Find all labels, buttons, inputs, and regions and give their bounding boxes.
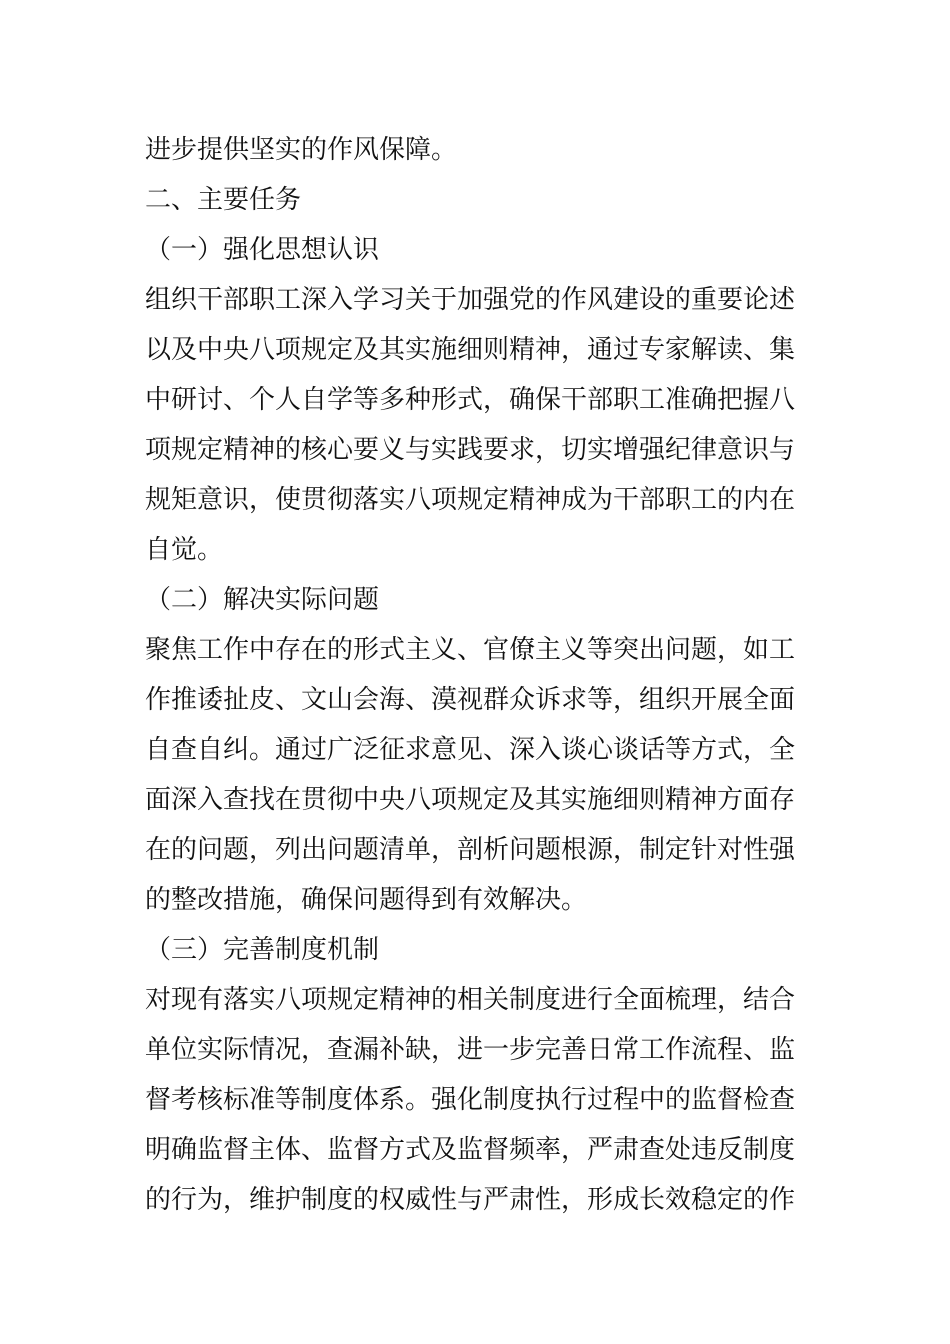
text-line: 作推诿扯皮、文山会海、漠视群众诉求等，组织开展全面 [145,685,796,715]
subsection-heading-3: （三）完善制度机制 [145,935,380,965]
text-line: 组织干部职工深入学习关于加强党的作风建设的重要论述 [145,285,796,315]
text-line: 聚焦工作中存在的形式主义、官僚主义等突出问题，如工 [145,635,796,665]
section-heading-main-tasks: 二、主要任务 [145,185,302,215]
text-line: 以及中央八项规定及其实施细则精神，通过专家解读、集 [145,335,796,365]
text-line: 自觉。 [145,535,224,565]
text-line: 规矩意识，使贯彻落实八项规定精神成为干部职工的内在 [145,485,796,515]
subsection-heading-2: （二）解决实际问题 [145,585,380,615]
text-line: 面深入查找在贯彻中央八项规定及其实施细则精神方面存 [145,785,796,815]
text-line: 明确监督主体、监督方式及监督频率，严肃查处违反制度 [145,1135,796,1165]
text-line: 对现有落实八项规定精神的相关制度进行全面梳理，结合 [145,985,796,1015]
text-line: 督考核标准等制度体系。强化制度执行过程中的监督检查 [145,1085,796,1115]
text-line: 自查自纠。通过广泛征求意见、深入谈心谈话等方式，全 [145,735,796,765]
text-line: 的整改措施，确保问题得到有效解决。 [145,885,588,915]
text-line: 项规定精神的核心要义与实践要求，切实增强纪律意识与 [145,435,796,465]
text-line: 进步提供坚实的作风保障。 [145,135,458,165]
text-line: 在的问题，列出问题清单，剖析问题根源，制定针对性强 [145,835,796,865]
text-line: 的行为，维护制度的权威性与严肃性，形成长效稳定的作 [145,1185,796,1215]
text-line: 中研讨、个人自学等多种形式，确保干部职工准确把握八 [145,385,796,415]
subsection-heading-1: （一）强化思想认识 [145,235,380,265]
text-line: 单位实际情况，查漏补缺，进一步完善日常工作流程、监 [145,1035,796,1065]
